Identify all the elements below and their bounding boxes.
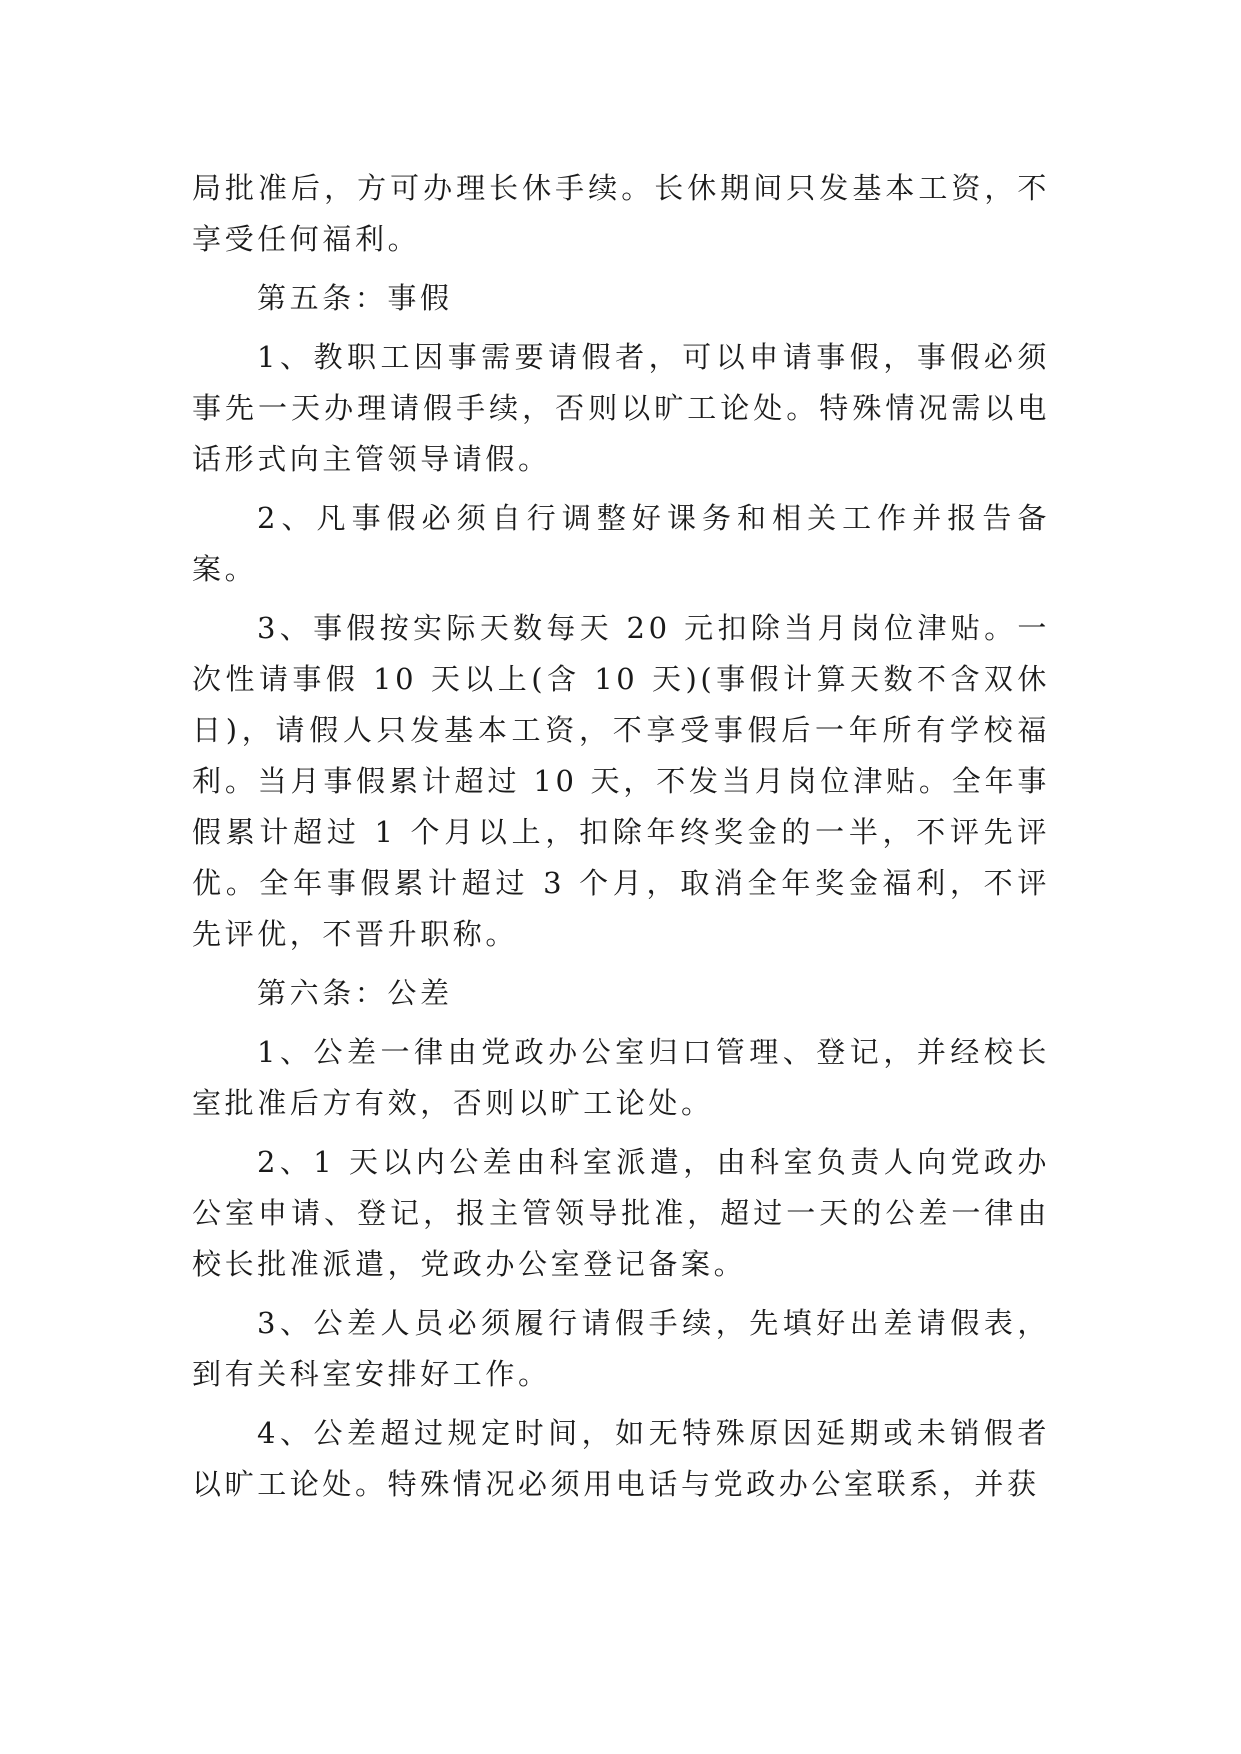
section-heading-article-5: 第五条：事假 bbox=[257, 281, 453, 315]
paragraph-continued: 局批准后，方可办理长休手续。长休期间只发基本工资，不享受任何福利。 bbox=[192, 171, 1050, 256]
document-page bbox=[192, 163, 1050, 1518]
paragraph-business-3: 3、公差人员必须履行请假手续，先填好出差请假表，到有关科室安排好工作。 bbox=[192, 1306, 1050, 1391]
paragraph-leave-1: 1、教职工因事需要请假者，可以申请事假，事假必须事先一天办理请假手续，否则以旷工论处。特殊情况需以电话形式向主管领导请假。 bbox=[192, 340, 1050, 476]
paragraph-leave-3: 3、事假按实际天数每天 20 元扣除当月岗位津贴。一次性请事假 10 天以上(含 10 天)(事假计算天数不含双休日)，请假人只发基本工资，不享受事假后一年所有学校福利。当月事假累计超过 10 天，不发当月岗位津贴。全年事假累计超过 1 个月以上，扣除年终奖金的一半，不评先评优。全年事假累计超过 3 个月，取消全年奖金福利，不评先评优，不晋升职称。 bbox=[192, 611, 1050, 951]
paragraph-business-4: 4、公差超过规定时间，如无特殊原因延期或未销假者以旷工论处。特殊情况必须用电话与党政办公室联系，并获 bbox=[192, 1416, 1050, 1501]
paragraph-business-1: 1、公差一律由党政办公室归口管理、登记，并经校长室批准后方有效，否则以旷工论处。 bbox=[192, 1035, 1050, 1120]
paragraph-leave-2: 2、凡事假必须自行调整好课务和相关工作并报告备案。 bbox=[192, 501, 1050, 586]
paragraph-business-2: 2、1 天以内公差由科室派遣，由科室负责人向党政办公室申请、登记，报主管领导批准，超过一天的公差一律由校长批准派遣，党政办公室登记备案。 bbox=[192, 1145, 1050, 1281]
section-heading-article-6: 第六条：公差 bbox=[257, 976, 453, 1010]
